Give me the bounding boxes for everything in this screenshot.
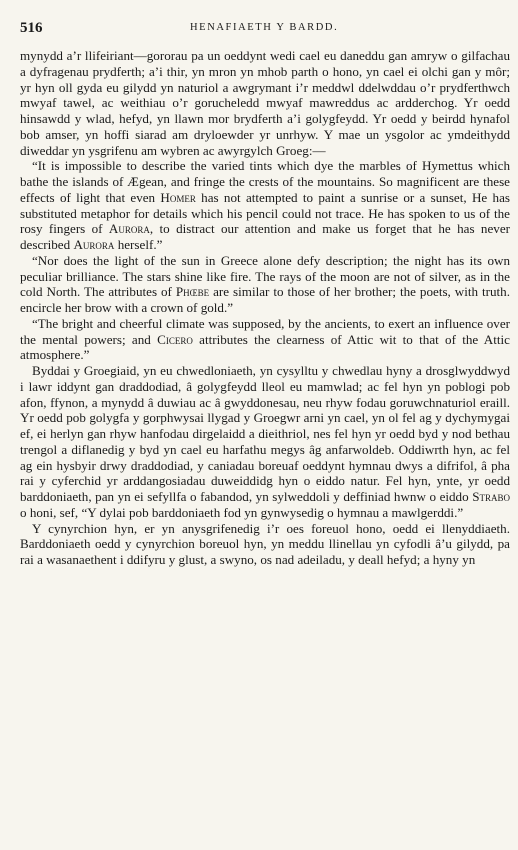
paragraph-1: mynydd a’r llifeiriant—gororau pa un oeddynt wedi cael eu daneddu gan amryw o gilfachau a dyfragenau prydferth; a’i thir, yn mron yn mhob parth o hono, yn cael ei olchi gan y môr; yr hyn oll gyda eu gilydd yn naturiol a awgrymant i’r meddwl ddelwddau o’r prydferthwch mwyaf tawel, ac weithiau o’r gorucheledd mwyaf mawreddus ac ardderchog. Yr oedd hinsawdd y wlad, hefyd, yn llawn mor brydferth a’i golygfeydd. Yr oedd y beirdd hynafol bob amser, yn hoffi siarad am dryloewder yr unrhyw. Y mae un ysgolor ac ymdeithydd diweddar yn ysgrifenu am wybren ac awyrgylch Groeg:— <box>20 48 510 158</box>
paragraph-5: Byddai y Groegiaid, yn eu chwedloniaeth, yn cysylltu y chwedlau hyny a drosglwyddwyd i lawr iddynt gan draddodiad, â golygfeydd lleol eu mamwlad; ac fel hyn yn poblogi pob afon, ffynon, a mynydd â duwiau ac â gwyddonesau, neu rhyw fodau goruwchnaturiol eraill. Yr oedd pob golygfa y gorphwysai llygad y Groegwr arni yn cael, yn ol fel ag y dychymygai ef, ei herlyn gan rhyw hanfodau dirgelaidd a dieithriol, nes fel hyn yr oedd byd y nod bethau trengol a diflanedig y byd yn cael eu harfathu megys âg anfarwoldeb. Oddiwrth hyn, ac fel ag ein hysbyir drwy draddodiad, y caniadau boreuaf oeddynt hymnau dwys a difrifol, â pha rai y cyferchid yr arddangosiadau duweiddidg hyn o eiddo natur. Fel hyn, ynte, yr oedd barddoniaeth, pan yn ei sefyllfa o fabandod, yn sylweddoli y deffiniad hwnw o eiddo Strabo o honi, sef, “Y dylai pob barddoniaeth fod yn gynwysedig o hymnau a mawlgerddi.” <box>20 363 510 520</box>
page-header <box>20 14 510 38</box>
running-head: HENAFIAETH Y BARDD. <box>190 22 339 33</box>
paragraph-6: Y cynyrchion hyn, er yn anysgrifenedig i’r oes foreuol hono, oedd ei llenyddiaeth. Barddoniaeth oedd y cynyrchion boreuol hyn, yn meddu llinellau yn cyfodli â’u gilydd, pa rai a wasanaethent i ddifyru y glust, a swyno, os nad adeiladu, y deall hefyd; a hyny yn <box>20 520 510 567</box>
page-number: 516 <box>20 20 43 36</box>
paragraph-3: “Nor does the light of the sun in Greece alone defy description; the night has its own peculiar brilliance. The stars shine like fire. The rays of the moon are not of silver, as in the cold North. The attributes of Phœbe are similar to those of her brother; the poets, with truth. encircle her brow with a crown of gold.” <box>20 252 511 315</box>
paragraph-2: “It is impossible to describe the varied tints which dye the marbles of Hymettus which bathe the islands of Ægean, and fringe the crests of the mountains. So magnificent are these effects of light that even Homer has not attempted to paint a sunrise or a sunset, He has substituted metaphor for details which his pencil could not trace. He has spoken to us of the rosy fingers of Aurora, to distract our attention and make us forget that he has never described Aurora herself.” <box>20 158 510 252</box>
paragraph-4: “The bright and cheerful climate was supposed, by the ancients, to exert an influence over the mental powers; and Cicero attributes the clearness of Attic wit to that of the Attic atmosphere.” <box>20 315 510 363</box>
body-text <box>20 48 510 568</box>
